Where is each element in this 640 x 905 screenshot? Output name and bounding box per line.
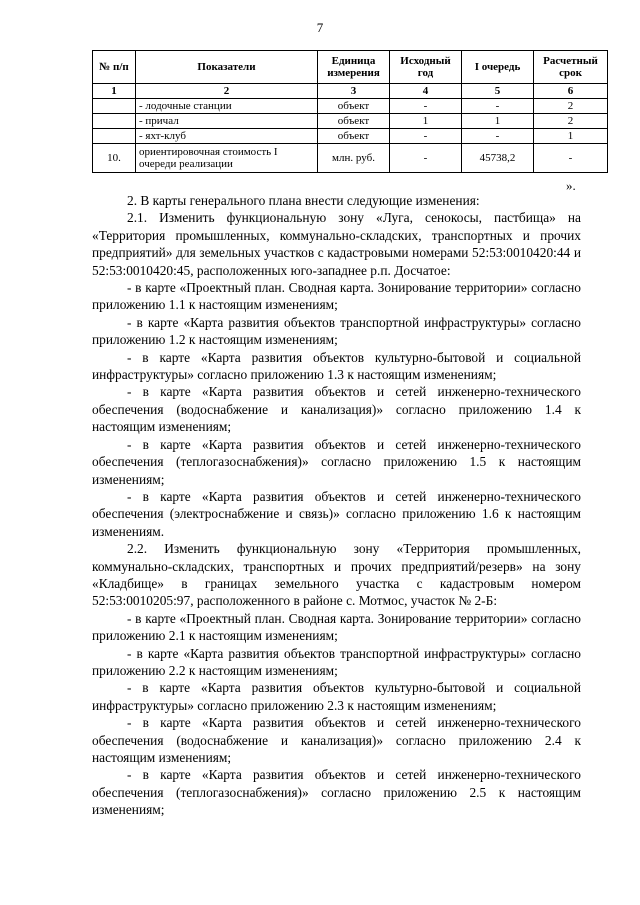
paragraph: 2.2. Изменить функциональную зону «Территория промышленных, коммунально-складских, транспортных и прочих предприятий/резерв» на зону «Кладбище» в границах земельного участка с кадастровым номером 52:53:0010205:97, расположенного в районе с. Мотмос, участок № 2-Б: — [92, 541, 581, 609]
list-item: - в карте «Карта развития объектов транспортной инфраструктуры» согласно приложению 1.2 к настоящим изменениям; — [92, 314, 581, 348]
table-cell: объект — [318, 114, 390, 129]
page-number: 7 — [316, 20, 324, 35]
table-cell: ориентировочная стоимость I очереди реализации — [136, 144, 318, 173]
table-cell — [93, 114, 136, 129]
column-number: 4 — [390, 84, 462, 99]
column-number: 3 — [318, 84, 390, 99]
table-cell — [93, 129, 136, 144]
closing-quote: ». — [566, 178, 576, 193]
list-item: - в карте «Карта развития объектов и сетей инженерно-технического обеспечения (теплогазоснабжения)» согласно приложению 2.5 к настоящим изменениям; — [92, 767, 581, 818]
header-cell-base-year: Исходный год — [390, 51, 462, 84]
list-item: - в карте «Проектный план. Сводная карта. Зонирование территории» согласно приложению 2.1 к настоящим изменениям; — [92, 610, 581, 644]
column-number-row — [93, 84, 608, 99]
table-row — [93, 99, 608, 114]
list-item: - в карте «Карта развития объектов и сетей инженерно-технического обеспечения (водоснабжение и канализация)» согласно приложению 2.4 к настоящим изменениям; — [92, 715, 581, 765]
list-item: - в карте «Карта развития объектов и сетей инженерно-технического обеспечения (электроснабжение и связь)» согласно приложению 1.6 к настоящим изменениям. — [92, 488, 581, 539]
table-row — [93, 114, 608, 129]
table-cell: 2 — [534, 114, 608, 129]
list-item: - в карте «Карта развития объектов культурно-бытовой и социальной инфраструктуры» согласно приложению 1.3 к настоящим изменениям; — [92, 349, 581, 383]
list-item: - в карте «Карта развития объектов и сетей инженерно-технического обеспечения (теплогазоснабжения)» согласно приложению 1.5 к настоящим изменениям; — [92, 436, 581, 487]
table-row — [93, 144, 608, 173]
table-cell: 45738,2 — [462, 144, 534, 173]
header-cell-indicators: Показатели — [136, 51, 318, 84]
paragraph: 2. В карты генерального плана внести следующие изменения: — [127, 193, 480, 208]
table-cell: - — [390, 144, 462, 173]
column-number: 2 — [136, 84, 318, 99]
table-cell: 2 — [534, 99, 608, 114]
table-cell: - — [390, 129, 462, 144]
table-cell: - — [462, 99, 534, 114]
body-text — [92, 192, 581, 819]
table-row — [93, 129, 608, 144]
column-number: 5 — [462, 84, 534, 99]
table-header-row — [93, 51, 608, 84]
list-item: - в карте «Карта развития объектов и сетей инженерно-технического обеспечения (водоснабжение и канализация)» согласно приложению 1.4 к настоящим изменениям; — [92, 384, 581, 435]
header-cell-number: № п/п — [93, 51, 136, 84]
table-cell: 1 — [462, 114, 534, 129]
header-cell-first-stage: I очередь — [462, 51, 534, 84]
table-cell — [93, 99, 136, 114]
table-cell: - лодочные станции — [136, 99, 318, 114]
table-cell: - — [390, 99, 462, 114]
header-cell-unit: Единица измерения — [318, 51, 390, 84]
table-cell: 10. — [93, 144, 136, 173]
header-cell-target-term: Расчетный срок — [534, 51, 608, 84]
table-cell: объект — [318, 99, 390, 114]
column-number: 1 — [93, 84, 136, 99]
list-item: - в карте «Карта развития объектов транспортной инфраструктуры» согласно приложению 2.2 к настоящим изменениям; — [92, 645, 581, 678]
table-cell: объект — [318, 129, 390, 144]
list-item: - в карте «Проектный план. Сводная карта. Зонирование территории» согласно приложению 1.1 к настоящим изменениям; — [92, 280, 581, 313]
table-cell: - — [462, 129, 534, 144]
table-cell: - — [534, 144, 608, 173]
column-number: 6 — [534, 84, 608, 99]
paragraph: 2.1. Изменить функциональную зону «Луга, сенокосы, пастбища» на «Территория промышленных, коммунально-складских, транспортных и прочих предприятий» для земельных участков с кадастровыми номерами 52:53:0010420:44 и 52:53:0010420:45, расположенных юго-западнее р.п. Досчатое: — [92, 210, 581, 278]
table-cell: - яхт-клуб — [136, 129, 318, 144]
indicators-table — [92, 50, 608, 173]
table-cell: 1 — [390, 114, 462, 129]
table-cell: - причал — [136, 114, 318, 129]
list-item: - в карте «Карта развития объектов культурно-бытовой и социальной инфраструктуры» согласно приложению 2.3 к настоящим изменениям; — [92, 680, 581, 713]
table-cell: 1 — [534, 129, 608, 144]
table-cell: млн. руб. — [318, 144, 390, 173]
